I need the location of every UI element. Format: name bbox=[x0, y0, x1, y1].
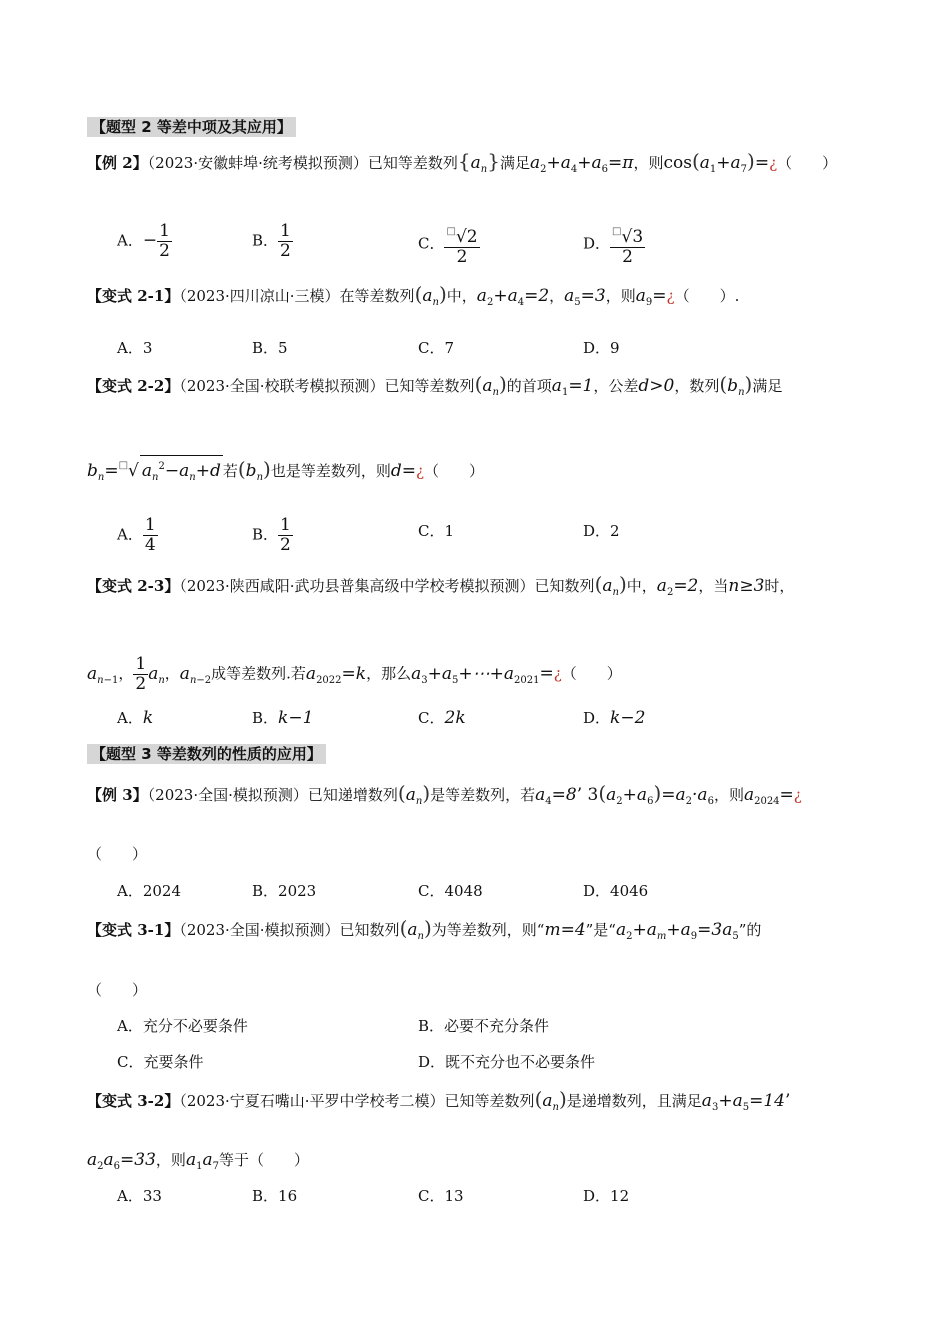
option-d: D．9 bbox=[583, 339, 620, 357]
option-c: C．2k bbox=[418, 708, 466, 728]
question-text: 已知等差数列 bbox=[384, 377, 475, 395]
question-text: 满足 bbox=[499, 154, 530, 172]
question-text: 中， bbox=[626, 577, 657, 595]
question-source: （2023·陕西咸阳·武功县普集高级中学校考模拟预测） bbox=[179, 577, 535, 595]
question-source: （2023·四川凉山·三模） bbox=[179, 287, 340, 305]
question-text: 也是等差数列，则 bbox=[270, 462, 391, 480]
option-a: A．充分不必要条件 bbox=[117, 1017, 248, 1035]
option-b: B． $\frac{1}{2}$ bbox=[252, 515, 291, 555]
question-text: ，则 bbox=[713, 786, 744, 804]
option-b: B．16 bbox=[252, 1187, 298, 1205]
question-text: ，数列 bbox=[674, 377, 720, 395]
option-c: C．7 bbox=[418, 339, 455, 357]
question-text: ，公差 bbox=[593, 377, 639, 395]
section-header-3: 【题型 3 等差数列的性质的应用】 bbox=[87, 744, 326, 764]
question-variant-2-1: 【变式 2-1】（2023·四川凉山·三模）在等差数列$(a_n)$中，$a_2+a_4=2$，$a_5=3$，则$a_9=¿$（ ）. bbox=[87, 282, 740, 308]
question-source: （2023·安徽蚌埠·统考模拟预测） bbox=[147, 154, 368, 172]
question-source: （2023·全国·模拟预测） bbox=[179, 921, 340, 939]
option-d: D．既不充分也不必要条件 bbox=[418, 1053, 596, 1071]
answer-blank: （ ）. bbox=[674, 287, 740, 305]
question-source: （2023·全国·校联考模拟预测） bbox=[179, 377, 385, 395]
question-text: ，则 bbox=[155, 1151, 186, 1169]
section-header-2: 【题型 2 等差中项及其应用】 bbox=[87, 117, 296, 137]
question-text: 满足 bbox=[752, 377, 783, 395]
question-tag: 【变式 3-2】 bbox=[87, 1092, 180, 1110]
option-b: B． $\frac{1}{2}$ bbox=[252, 221, 291, 261]
option-b: B．5 bbox=[252, 339, 288, 357]
answer-blank: （ ） bbox=[248, 1151, 309, 1169]
option-d: D． $\frac{^□√3}{2}$ bbox=[583, 222, 645, 267]
question-variant-3-2: 【变式 3-2】（2023·宁夏石嘴山·平罗中学校考二模）已知等差数列$(a_n)$是递增数列，且满足$a_3+a_5=14$’ bbox=[87, 1087, 791, 1113]
question-text: 等于 bbox=[218, 1151, 249, 1169]
question-tag: 【例 3】 bbox=[87, 786, 148, 804]
answer-blank: （ ） bbox=[87, 981, 148, 999]
question-text: ”是“ bbox=[585, 921, 616, 939]
question-text: 的首项 bbox=[506, 377, 552, 395]
question-text: ，那么 bbox=[366, 664, 412, 683]
option-a: A．33 bbox=[117, 1187, 162, 1205]
question-tag: 【变式 2-1】 bbox=[87, 287, 180, 305]
question-text: 中， bbox=[446, 287, 477, 305]
option-c: C．4048 bbox=[418, 882, 483, 900]
question-text: 是递增数列，且满足 bbox=[566, 1092, 702, 1110]
question-text: ，当 bbox=[698, 577, 729, 595]
question-text: 已知数列 bbox=[534, 577, 595, 595]
question-text: 已知等差数列 bbox=[367, 154, 458, 172]
option-a: A．− $\frac{1}{2}$ bbox=[117, 221, 170, 261]
question-text: 成等差数列.若 bbox=[211, 664, 306, 683]
question-variant-2-3: 【变式 2-3】（2023·陕西咸阳·武功县普集高级中学校考模拟预测）已知数列$(a_n)$中，$a_2=2$，当n≥3时， bbox=[87, 572, 795, 598]
question-text: ”的 bbox=[738, 921, 762, 939]
question-tag: 【变式 3-1】 bbox=[87, 921, 180, 939]
option-a: A．3 bbox=[117, 339, 153, 357]
option-a: A．2024 bbox=[117, 882, 182, 900]
question-text: 已知等差数列 bbox=[444, 1092, 535, 1110]
question-text: ， bbox=[118, 664, 134, 683]
question-text: 为等差数列，则“ bbox=[431, 921, 545, 939]
option-c: C．13 bbox=[418, 1187, 464, 1205]
question-variant-3-1: 【变式 3-1】（2023·全国·模拟预测）已知数列$(a_n)$为等差数列，则“m=4”是“$a_2+a_m+a_9=3a_5$”的 bbox=[87, 916, 762, 942]
question-text: 已知递增数列 bbox=[307, 786, 398, 804]
question-variant-2-2: 【变式 2-2】（2023·全国·校联考模拟预测）已知等差数列$(a_n)$的首项$a_1=1$，公差d>0，数列$(b_n)$满足 bbox=[87, 372, 783, 398]
answer-blank: （ ） bbox=[424, 462, 485, 480]
question-tag: 【变式 2-2】 bbox=[87, 377, 180, 395]
question-tag: 【例 2】 bbox=[87, 154, 148, 172]
question-variant-2-2-cont: $b_n=^□√$ $a_n^2-a_n+d$ 若$(b_n)$也是等差数列，则d=¿（ ） bbox=[87, 455, 484, 489]
question-example-2: 【例 2】（2023·安徽蚌埠·统考模拟预测）已知等差数列$\{a_n\}$满足$a_2+a_4+a_6=\pi$，则$\cos(a_1+a_7)=¿$（ ） bbox=[87, 149, 838, 175]
answer-blank: （ ） bbox=[87, 845, 148, 863]
answer-blank: （ ） bbox=[777, 154, 838, 172]
question-text: 是等差数列，若 bbox=[430, 786, 536, 804]
option-c: C．充要条件 bbox=[117, 1053, 204, 1071]
option-d: D．4046 bbox=[583, 882, 649, 900]
option-a: A． $\frac{1}{4}$ bbox=[117, 515, 156, 555]
option-d: D．k−2 bbox=[583, 708, 646, 728]
question-text: 已知数列 bbox=[339, 921, 400, 939]
option-c: C．1 bbox=[418, 522, 455, 540]
question-tag: 【变式 2-3】 bbox=[87, 577, 180, 595]
answer-blank: （ ） bbox=[561, 664, 622, 683]
question-text: ， bbox=[549, 287, 565, 305]
question-variant-3-2-cont: $a_2a_6=33$，则$a_1a_7$等于（ ） bbox=[87, 1150, 309, 1172]
option-d: D．2 bbox=[583, 522, 620, 540]
question-source: （2023·全国·模拟预测） bbox=[147, 786, 308, 804]
option-c: C． $\frac{^□√2}{2}$ bbox=[418, 222, 480, 267]
option-b: B．必要不充分条件 bbox=[418, 1017, 550, 1035]
question-text: 时， bbox=[764, 577, 795, 595]
question-text: ， bbox=[164, 664, 180, 683]
question-variant-2-3-cont: $a_{n-1}$， $\frac{1}{2}$ $a_n$，$a_{n-2}$成等差数列.若$a_{2022}=k$，那么$a_3+a_5+\cdots+a_{2021}=¿$（ ） bbox=[87, 654, 622, 694]
question-text: ，则 bbox=[633, 154, 664, 172]
question-example-3: 【例 3】（2023·全国·模拟预测）已知递增数列$(a_n)$是等差数列，若$a_4=8$’ $3(a_2+a_6)=a_2\cdot a_6$，则$a_{2024}=¿$ bbox=[87, 781, 802, 807]
question-text: 在等差数列 bbox=[339, 287, 415, 305]
option-d: D．12 bbox=[583, 1187, 630, 1205]
question-source: （2023·宁夏石嘴山·平罗中学校考二模） bbox=[179, 1092, 445, 1110]
question-text: 若 bbox=[222, 462, 238, 480]
option-a: A．k bbox=[117, 708, 154, 728]
option-b: B．k−1 bbox=[252, 708, 314, 728]
option-b: B．2023 bbox=[252, 882, 317, 900]
question-text: ，则 bbox=[605, 287, 636, 305]
